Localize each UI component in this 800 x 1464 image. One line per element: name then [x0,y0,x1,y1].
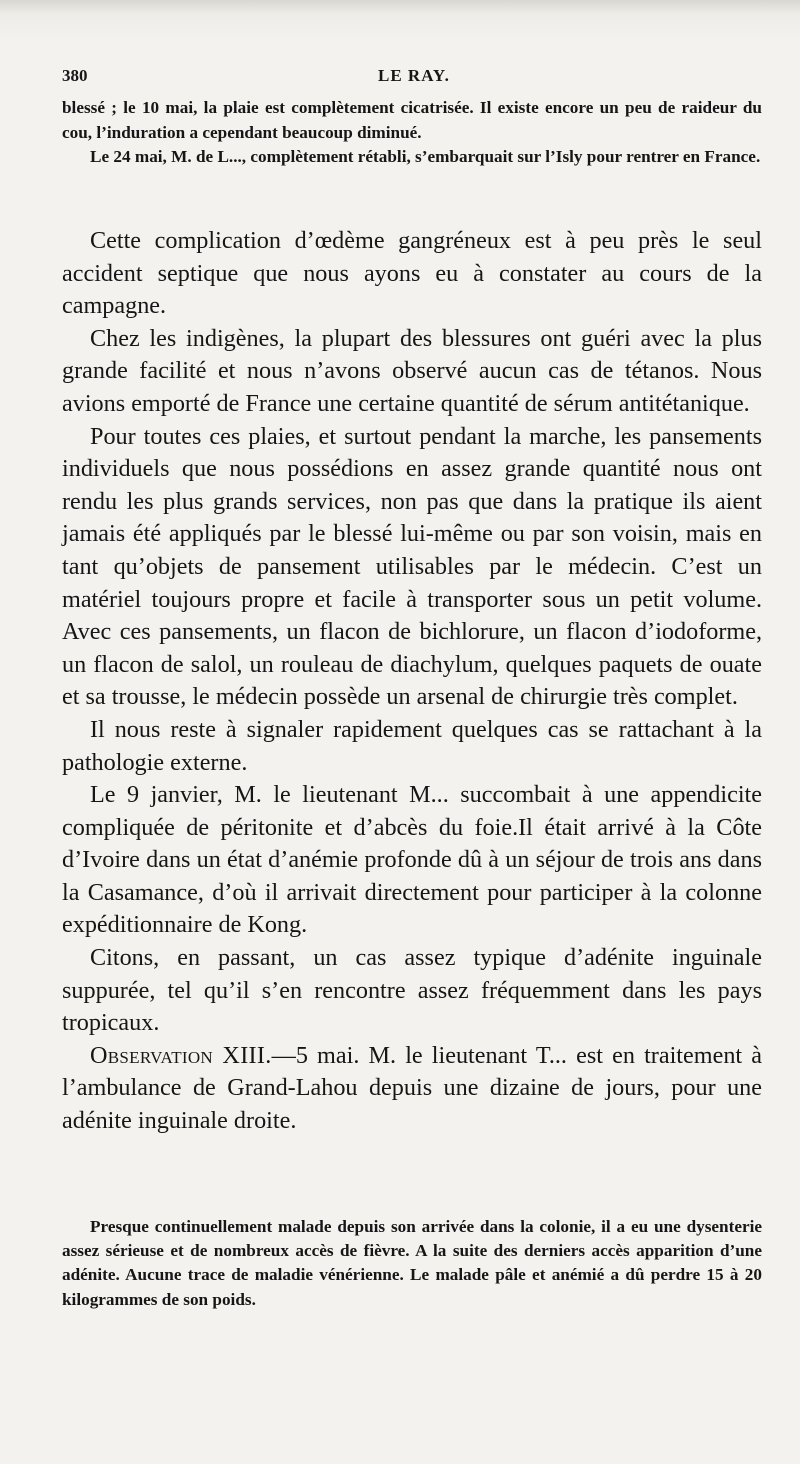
body-paragraph-3: Pour toutes ces plaies, et surtout pendant la marche, les pansements individuels que nous possédions en assez grande quantité nous ont rendu les plus grands services, non pas que dans la pratique ils aient jamais été appliqués par le blessé lui-même ou par son voisin, mais en tant qu’objets de pansement utilisables par le médecin. C’est un matériel toujours propre et facile à transporter sous un petit volume. Avec ces pansements, un flacon de bichlorure, un flacon d’iodoforme, un flacon de salol, un rouleau de diachylum, quelques paquets de ouate et sa trousse, le médecin possède un arsenal de chirurgie très complet. [62,422,762,711]
bottom-small-print-block [62,1215,762,1312]
page-number: 380 [62,66,88,85]
top-note-paragraph-2: Le 24 mai, M. de L..., complètement rétabli, s’embarquait sur l’Isly pour rentrer en France. [90,147,761,167]
observation-paragraph [62,1040,762,1138]
body-paragraph-5: Le 9 janvier, M. le lieutenant M... succombait à une appendicite compliquée de péritonite et d’abcès du foie.Il était arrivé à la Côte d’Ivoire dans un état d’anémie profonde dû à un séjour de trois ans dans la Casamance, d’où il arrivait directement pour participer à la colonne expéditionnaire de Kong. [62,781,762,939]
observation-label: Observation XIII. [90,1041,272,1069]
body-paragraph-2: Chez les indigènes, la plupart des blessures ont guéri avec la plus grande facilité et nous n’avons observé aucun cas de tétanos. Nous avions emporté de France une certaine quantité de sérum antitétanique. [62,324,762,417]
top-note-paragraph-1: blessé ; le 10 mai, la plaie est complètement cicatrisée. Il existe encore un peu de raideur du cou, l’induration a cependant beaucoup diminué. [62,98,762,142]
body-paragraph-1: Cette complication d’œdème gangréneux est à peu près le seul accident septique que nous ayons eu à constater au cours de la campagne. [62,227,762,320]
page-header [62,66,762,90]
observation-text: —5 mai. M. le lieutenant T... est en traitement à l’ambulance de Grand-Lahou depuis une dizaine de jours, pour une adénite inguinale droite. [62,1041,763,1135]
bottom-note-paragraph-1: Presque continuellement malade depuis son arrivée dans la colonie, il a eu une dysenterie assez sérieuse et de nombreux accès de fièvre. A la suite des derniers accès apparition d’une adénite. Aucune trace de maladie vénérienne. Le malade pâle et anémié a dû perdre 15 à 20 kilogrammes de son poids. [62,1217,762,1309]
main-text-block [62,225,762,1138]
body-paragraph-6: Citons, en passant, un cas assez typique d’adénite inguinale suppurée, tel qu’il s’en rencontre assez fréquemment dans les pays tropicaux. [62,944,762,1037]
body-paragraph-4: Il nous reste à signaler rapidement quelques cas se rattachant à la pathologie externe. [62,715,762,776]
running-head: LE RAY. [378,66,450,85]
top-small-print-block [62,96,762,170]
